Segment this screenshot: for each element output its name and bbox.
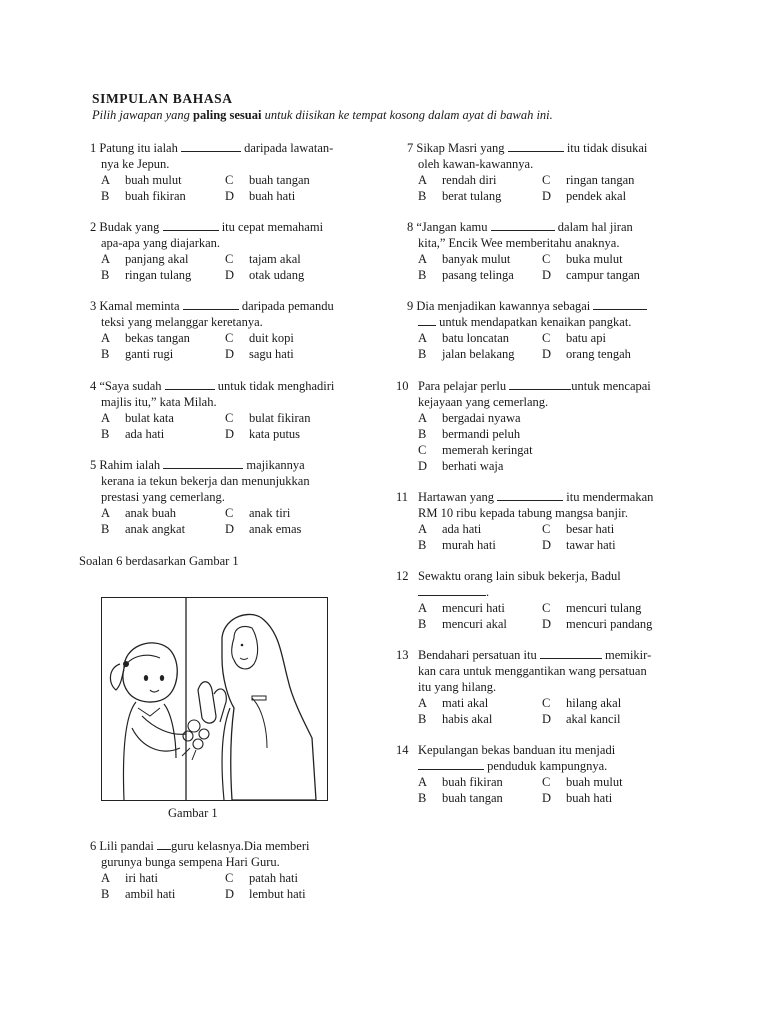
answer-blank-continued[interactable] [418,314,436,326]
option-d[interactable]: D campur tangan [542,268,640,282]
question-14: 14 Kepulangan bekas banduan itu menjadi penduduk kampungnya. A buah fikiran C buah mulut B buah tangan D buah hati [396,743,623,805]
option-a[interactable]: A anak buah [101,506,177,520]
question-12: 12 Sewaktu orang lain sibuk bekerja, Badul . A mencuri hati C mencuri tulang B mencuri akal D mencuri pandang [396,569,653,631]
option-a[interactable]: A buah fikiran [418,775,503,789]
question-6: 6 Lili pandai guru kelasnya.Dia memberi gurunya bunga sempena Hari Guru. A iri hati C patah hati B ambil hati D lembut hati [90,839,310,901]
option-b[interactable]: B bermandi peluh [418,427,521,441]
options [396,410,651,474]
option-c[interactable]: C mencuri tulang [542,601,642,615]
answer-blank[interactable] [491,219,555,231]
option-c[interactable]: C buka mulut [542,252,623,266]
option-d[interactable]: D akal kancil [542,712,621,726]
answer-blank[interactable] [497,489,563,501]
answer-blank[interactable] [157,838,171,850]
options [396,695,651,727]
option-a[interactable]: A mencuri hati [418,601,505,615]
question-11: 11 Hartawan yang itu mendermakan RM 10 ribu kepada tabung mangsa banjir. A ada hati C besar hati B murah hati D tawar hati [396,490,654,552]
question-5: 5 Rahim ialah majikannya kerana ia tekun bekerja dan menunjukkan prestasi yang cemerlang. A anak buah C anak tiri B anak angkat D anak emas [90,458,310,536]
option-a[interactable]: A rendah diri [418,173,497,187]
option-c[interactable]: C buah mulut [542,775,623,789]
answer-blank[interactable] [418,758,484,770]
option-d[interactable]: D berhati waja [418,459,504,473]
option-d[interactable]: D mencuri pandang [542,617,653,631]
option-a[interactable]: A bergadai nyawa [418,411,521,425]
option-c[interactable]: C hilang akal [542,696,622,710]
answer-blank[interactable] [163,219,219,231]
options [407,172,647,204]
option-d[interactable]: D sagu hati [225,347,294,361]
answer-blank[interactable] [181,140,241,152]
options [407,330,647,362]
option-a[interactable]: A bulat kata [101,411,174,425]
question-3: 3 Kamal meminta daripada pemandu teksi yang melanggar keretanya. A bekas tangan C duit kopi B ganti rugi D sagu hati [90,299,334,361]
options [90,870,310,902]
option-b[interactable]: B buah tangan [418,791,503,805]
option-d[interactable]: D buah hati [542,791,613,805]
option-b[interactable]: B ambil hati [101,887,176,901]
option-d[interactable]: D kata putus [225,427,301,441]
option-b[interactable]: B ganti rugi [101,347,174,361]
option-a[interactable]: A mati akal [418,696,489,710]
question-13: 13 Bendahari persatuan itu memikir- kan cara untuk menggantikan wang persatuan itu yang hilang. A mati akal C hilang akal B habis akal D akal kancil [396,648,652,726]
option-a[interactable]: A banyak mulut [418,252,511,266]
option-d[interactable]: D anak emas [225,522,302,536]
answer-blank[interactable] [165,378,215,390]
option-c[interactable]: C batu api [542,331,606,345]
illustration-girl-giving-flowers-to-teacher [102,598,327,800]
option-a[interactable]: A iri hati [101,871,158,885]
option-b[interactable]: B murah hati [418,538,496,552]
option-d[interactable]: D otak udang [225,268,305,282]
option-b[interactable]: B anak angkat [101,522,186,536]
answer-blank[interactable] [418,584,486,596]
option-a[interactable]: A batu loncatan [418,331,509,345]
option-b[interactable]: B berat tulang [418,189,502,203]
options [90,172,333,204]
answer-blank[interactable] [183,298,239,310]
option-c[interactable]: C tajam akal [225,252,301,266]
option-c[interactable]: C besar hati [542,522,615,536]
option-c[interactable]: C duit kopi [225,331,294,345]
answer-blank[interactable] [508,140,564,152]
option-c[interactable]: C memerah keringat [418,443,533,457]
figure-illustration [101,597,328,801]
option-b[interactable]: B habis akal [418,712,493,726]
option-c[interactable]: C ringan tangan [542,173,635,187]
option-b[interactable]: B pasang telinga [418,268,514,282]
figure-caption: Gambar 1 [168,806,218,820]
options [396,521,653,553]
option-d[interactable]: D tawar hati [542,538,616,552]
option-a[interactable]: A bekas tangan [101,331,190,345]
question-8: 8 “Jangan kamu dalam hal jiran kita,” Encik Wee memberitahu anaknya. A banyak mulut C buka mulut B pasang telinga D campur tangan [407,220,640,282]
question-9: 9 Dia menjadikan kawannya sebagai untuk mendapatkan kenaikan pangkat. A batu loncatan C batu api B jalan belakang D orang tengah [407,298,647,362]
question-4: 4 “Saya sudah untuk tidak menghadiri majlis itu,” kata Milah. A bulat kata C bulat fikiran B ada hati D kata putus [90,379,335,441]
option-b[interactable]: B jalan belakang [418,347,515,361]
options [90,505,310,537]
question-2: 2 Budak yang itu cepat memahami apa-apa yang diajarkan. A panjang akal C tajam akal B ringan tulang D otak udang [90,220,324,282]
option-b[interactable]: B buah fikiran [101,189,186,203]
option-a[interactable]: A ada hati [418,522,482,536]
option-d[interactable]: D lembut hati [225,887,306,901]
answer-blank[interactable] [163,457,243,469]
options [90,330,334,362]
answer-blank[interactable] [509,378,571,390]
option-c[interactable]: C bulat fikiran [225,411,311,425]
worksheet-title: SIMPULAN BAHASA [92,91,233,106]
figure-intro: Soalan 6 berdasarkan Gambar 1 [79,554,239,568]
option-c[interactable]: C buah tangan [225,173,310,187]
option-b[interactable]: B ada hati [101,427,165,441]
option-d[interactable]: D pendek akal [542,189,627,203]
options [90,251,323,283]
option-d[interactable]: D orang tengah [542,347,631,361]
answer-blank[interactable] [593,298,647,310]
option-b[interactable]: B mencuri akal [418,617,507,631]
option-b[interactable]: B ringan tulang [101,268,192,282]
question-7: 7 Sikap Masri yang itu tidak disukai oleh kawan-kawannya. A rendah diri C ringan tangan B berat tulang D pendek akal [407,141,648,203]
question-10: 10 Para pelajar perlu untuk mencapai kejayaan yang cemerlang. A bergadai nyawa B bermandi peluh C memerah keringat D berhati waja [396,379,651,473]
option-a[interactable]: A buah mulut [101,173,182,187]
option-d[interactable]: D buah hati [225,189,296,203]
options [90,410,334,442]
option-a[interactable]: A panjang akal [101,252,189,266]
instructions: Pilih jawapan yang paling sesuai untuk diisikan ke tempat kosong dalam ayat di bawah ini. [92,108,553,122]
answer-blank[interactable] [540,647,602,659]
option-c[interactable]: C patah hati [225,871,298,885]
option-c[interactable]: C anak tiri [225,506,291,520]
question-1: 1 Patung itu ialah daripada lawatan- nya ke Jepun. A buah mulut C buah tangan B buah fikiran D buah hati [90,141,334,203]
